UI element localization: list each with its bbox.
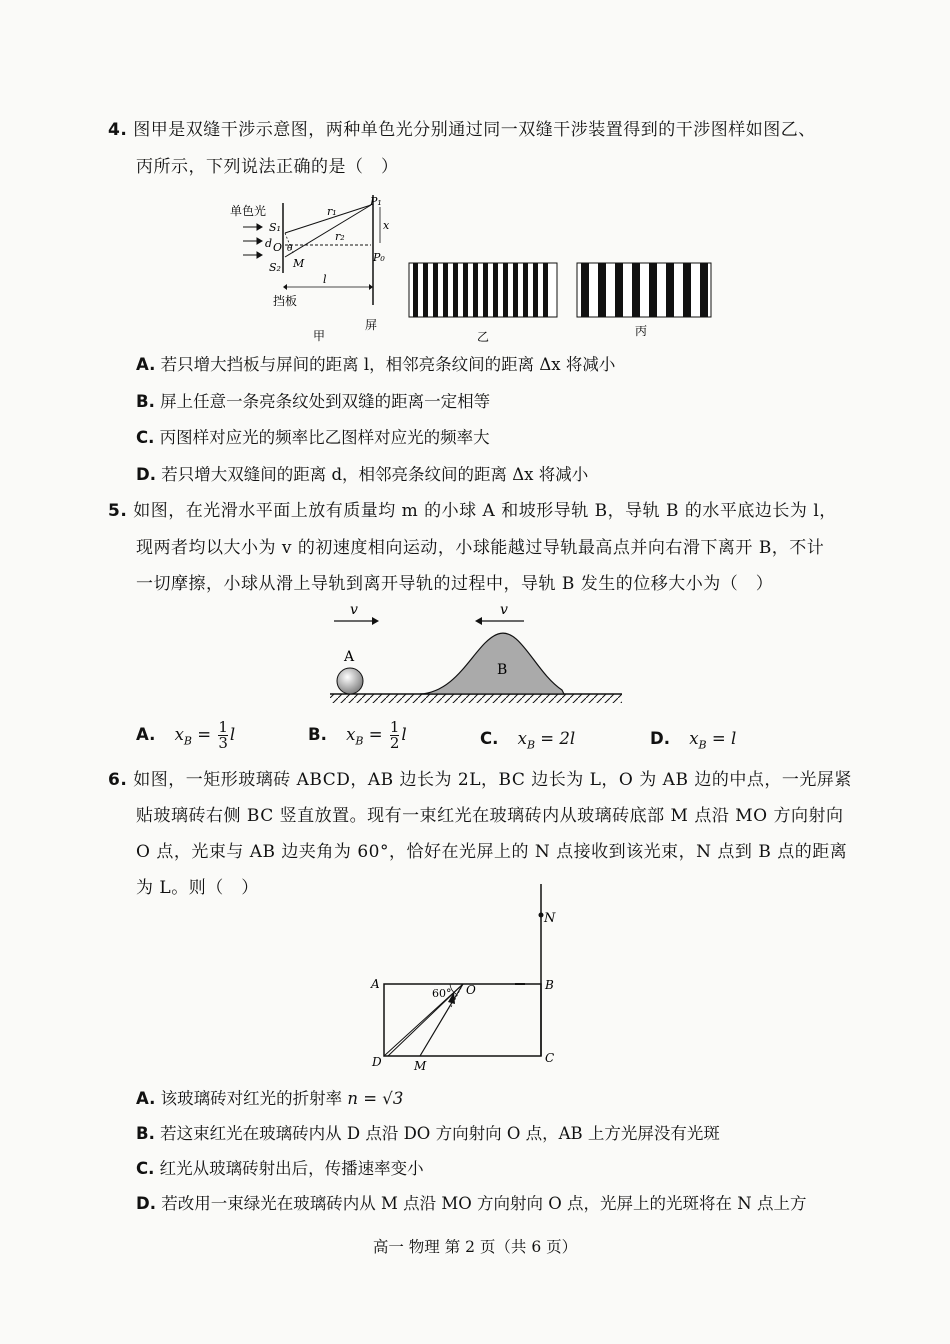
q4-line-1 [108, 118, 816, 142]
label-bing: 丙 [635, 324, 648, 338]
label-r1: r₁ [327, 205, 337, 218]
q5-option-c [480, 727, 575, 757]
q6-option-a-expr: n = √3 [347, 1089, 404, 1108]
q4-option-c [136, 426, 490, 450]
q4-stem-2: 丙所示，下列说法正确的是（ ） [136, 157, 399, 177]
q5-option-c-label: C. [480, 729, 499, 748]
q4-option-a [136, 353, 615, 377]
q5-stem-2: 现两者均以大小为 v 的初速度相向运动，小球能越过导轨最高点并向右滑下离开 B，不计 [136, 538, 825, 558]
q6-option-c-label: C. [136, 1159, 155, 1178]
q6-stem-3: O 点，光束与 AB 边夹角为 60°，恰好在光屏上的 N 点接收到该光束，N 点到 B 点的距离 [136, 842, 848, 862]
q6-figure [370, 884, 570, 1074]
label-light: 单色光 [230, 204, 267, 218]
q5-number: 5. [108, 501, 128, 521]
q4-option-a-text: 若只增大挡板与屏间的距离 l，相邻亮条纹间的距离 Δx 将减小 [160, 355, 616, 374]
q5-option-d [650, 727, 736, 757]
q4-number: 4. [108, 120, 128, 140]
q5-option-b-fraction [390, 720, 400, 751]
label-r2: r₂ [335, 230, 345, 243]
q4-figure-bing [577, 263, 717, 343]
q4-option-c-text: 丙图样对应光的频率比乙图样对应光的频率大 [159, 428, 490, 447]
q4-option-d-label: D. [136, 465, 156, 484]
label-o: O [466, 983, 476, 997]
label-angle: 60° [432, 987, 452, 1000]
q6-stem-1: 如图，一矩形玻璃砖 ABCD，AB 边长为 2L，BC 边长为 L，O 为 AB 边的中点，一光屏紧 [133, 770, 852, 790]
q4-option-a-label: A. [136, 355, 156, 374]
q5-option-a-label: A. [136, 725, 156, 744]
q5-option-b-x: x [346, 725, 356, 744]
q5-option-b-label: B. [308, 725, 327, 744]
q6-stem-2: 贴玻璃砖右侧 BC 竖直放置。现有一束红光在玻璃砖内从玻璃砖底部 M 点沿 MO 方向射向 [136, 806, 844, 826]
q6-number: 6. [108, 770, 128, 790]
q5-stem-1: 如图，在光滑水平面上放有质量均 m 的小球 A 和坡形导轨 B，导轨 B 的水平底边长为 l， [133, 501, 837, 521]
q5-option-b-num: 1 [389, 718, 400, 736]
label-d: D [372, 1055, 382, 1069]
label-ball-a: A [344, 649, 355, 665]
q4-option-d-text: 若只增大双缝间的距离 d，相邻亮条纹间的距离 Δx 将减小 [161, 465, 589, 484]
q5-option-a-l: l [229, 725, 236, 744]
q6-option-d-text: 若改用一束绿光在玻璃砖内从 M 点沿 MO 方向射向 O 点，光屏上的光斑将在 N 点上方 [161, 1194, 807, 1213]
q6-option-b [136, 1122, 720, 1146]
q5-stem-3: 一切摩擦，小球从滑上导轨到离开导轨的过程中，导轨 B 发生的位移大小为（ ） [136, 574, 774, 594]
q4-option-c-label: C. [136, 428, 155, 447]
q5-option-d-x: x [689, 729, 699, 748]
q6-option-b-text: 若这束红光在玻璃砖内从 D 点沿 DO 方向射向 O 点，AB 上方光屏没有光斑 [160, 1124, 720, 1143]
label-yi: 乙 [477, 330, 490, 344]
q4-option-b-text: 屏上任意一条亮条纹处到双缝的距离一定相等 [160, 392, 491, 411]
q5-option-a-num: 1 [218, 718, 228, 736]
label-n: N [544, 911, 556, 926]
label-jia: 甲 [313, 329, 326, 343]
q6-stem-4: 为 L。则（ ） [136, 878, 259, 898]
label-board: 挡板 [273, 294, 298, 308]
label-p1: P₁ [370, 195, 382, 208]
q4-figure-jia [225, 195, 395, 345]
q5-option-d-eq: = l [711, 729, 737, 748]
q6-option-a [136, 1087, 403, 1111]
label-o: O [273, 241, 283, 254]
q5-option-a-fraction [218, 720, 228, 751]
q6-option-a-label: A. [136, 1089, 156, 1108]
q5-figure [330, 602, 630, 712]
q6-option-d [136, 1192, 806, 1216]
q4-figure-yi [409, 263, 559, 343]
label-m: M [293, 257, 305, 270]
q5-option-a [136, 720, 235, 760]
q6-option-c [136, 1157, 424, 1181]
label-track-b: B [497, 662, 508, 678]
q5-option-a-x: x [174, 725, 184, 744]
q5-option-b-l: l [401, 725, 407, 744]
q5-option-c-x: x [517, 729, 527, 748]
q6-option-d-label: D. [136, 1194, 156, 1213]
label-d: d [265, 237, 273, 250]
label-p0: P₀ [373, 251, 385, 264]
q5-option-b [308, 720, 407, 753]
q5-option-d-label: D. [650, 729, 670, 748]
label-s1: S₁ [269, 221, 281, 234]
q5-option-a-sub: B [183, 734, 193, 748]
q4-stem-1: 图甲是双缝干涉示意图，两种单色光分别通过同一双缝干涉装置得到的干涉图样如图乙、 [133, 120, 816, 140]
q4-option-b-label: B. [136, 392, 155, 411]
q4-option-b [136, 390, 490, 414]
q5-option-c-eq: = 2l [540, 729, 576, 748]
q6-option-b-label: B. [136, 1124, 155, 1143]
page-footer: 高一 物理 第 2 页（共 6 页） [372, 1238, 578, 1256]
q6-option-a-text: 该玻璃砖对红光的折射率 [160, 1089, 343, 1108]
label-theta: θ [287, 244, 293, 254]
q5-option-b-den: 2 [389, 734, 400, 752]
label-l: l [323, 273, 327, 286]
q5-option-b-sub: B [355, 734, 364, 748]
label-x: x [383, 219, 390, 232]
label-screen: 屏 [365, 318, 378, 332]
q5-option-a-eq: = [197, 725, 212, 744]
q5-line-1 [108, 499, 837, 523]
q6-line-1 [108, 768, 852, 792]
label-v-ball: v [350, 602, 358, 618]
q5-option-d-sub: B [698, 738, 707, 752]
q5-option-b-eq: = [368, 725, 383, 744]
label-c: C [545, 1051, 555, 1065]
label-b: B [545, 978, 554, 992]
q6-option-c-text: 红光从玻璃砖射出后，传播速率变小 [159, 1159, 424, 1178]
q5-option-a-den: 3 [218, 734, 228, 752]
label-m: M [414, 1059, 427, 1073]
q5-option-c-sub: B [526, 738, 536, 752]
q4-option-d [136, 463, 588, 487]
label-a: A [371, 977, 380, 991]
label-v-track: v [500, 602, 508, 618]
label-s2: S₂ [269, 261, 281, 274]
